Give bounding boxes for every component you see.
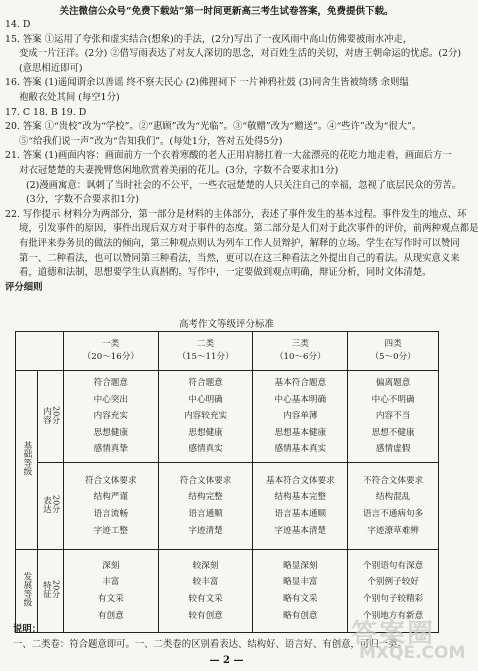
criterion: 较深刻 bbox=[192, 560, 219, 571]
group-label: 基础等级 bbox=[21, 441, 32, 476]
criterion: 感情虚假 bbox=[375, 444, 411, 455]
criterion: 符合文体要求 bbox=[85, 475, 137, 486]
criterion: 略显丰富 bbox=[283, 577, 318, 588]
criterion: 符合题意 bbox=[188, 378, 223, 389]
criterion: 字迹基本清楚 bbox=[274, 525, 327, 536]
criterion: 内容不当 bbox=[375, 411, 411, 422]
criteria-cell bbox=[253, 463, 348, 550]
answer-line: 16. 答案 (1)遥闻谓余以善谣 终不察夫民心 (2)佛狸祠下 一片神鸦社鼓 (3)同舍生皆被绮绣 余则缊 bbox=[5, 77, 409, 89]
criterion: 中心明确 bbox=[188, 394, 223, 405]
criterion: 深刻 bbox=[102, 560, 120, 571]
criterion: 符合文体要求 bbox=[179, 475, 232, 486]
criteria-cell bbox=[63, 463, 158, 550]
criterion: 思想健康 bbox=[93, 427, 128, 438]
answer-line: 15. 答案 ①运用了夸张和虚实结合(想象)的手法，(2分)写出了一夜风雨中高山仿佛要被雨水冲走， bbox=[5, 33, 413, 45]
table-title: 高考作文等级评分标准 bbox=[178, 319, 274, 330]
criterion: 感情真实 bbox=[188, 444, 223, 455]
criterion: 字迹清楚 bbox=[188, 525, 223, 536]
criterion: 符合题意 bbox=[93, 378, 128, 389]
answer-line: 20. 答案 ①“贵校”改为“学校”。②“惠顾”改为“光临”。③“敬赠”改为“赠送”。④“些许”改为“很大”。 bbox=[5, 121, 422, 133]
criterion: 语言基本通顺 bbox=[274, 509, 327, 519]
answer-line: 21. 答案 (1)画面内容：画面前方一个衣着寒酸的老人正用肩膀扛着一大盆漂亮的花吃力地走着，画面后方一 bbox=[5, 150, 452, 162]
subcategory-points: 20分 bbox=[51, 405, 61, 425]
criterion: 略有文采 bbox=[283, 594, 318, 604]
criterion: 较有文采 bbox=[188, 594, 223, 604]
criterion: 个别语句有深意 bbox=[363, 560, 424, 571]
criteria-cell bbox=[158, 371, 253, 463]
answer-line: (意思相近即可) bbox=[19, 62, 83, 74]
criterion: 语言不通病句多 bbox=[363, 509, 424, 519]
criterion: 有创意 bbox=[97, 610, 124, 621]
criterion: 感情真挚 bbox=[93, 444, 128, 455]
criterion: 字迹潦草难辨 bbox=[367, 525, 419, 536]
grading-row bbox=[16, 371, 439, 463]
subcategory-cell bbox=[37, 463, 63, 550]
criterion: 个别句子较精彩 bbox=[363, 594, 424, 604]
criterion: 语言通顺 bbox=[188, 509, 223, 519]
criterion: 中心不明确 bbox=[371, 394, 415, 405]
answer-line: (2)漫画寓意：讽刺了当时社会的不公平，一些衣冠楚楚的人只关注自己的幸福，忽视了底层民众的劳苦。 bbox=[26, 179, 462, 191]
grading-row bbox=[16, 463, 439, 550]
criterion: 略有创意 bbox=[283, 610, 318, 621]
criterion: 结构完整 bbox=[188, 492, 223, 503]
criterion: 结构混乱 bbox=[375, 492, 411, 503]
group-label: 发展等级 bbox=[21, 572, 32, 607]
table-header-row bbox=[16, 332, 439, 371]
answer-line: 第一、二种看法，也可以赞同第三种看法，当然，更可以在这三种看法之外提出自己的看法。从现实意义来 bbox=[19, 252, 460, 264]
watermark-cn: 答案圈 bbox=[351, 619, 436, 649]
subcategory-label: 表达 bbox=[41, 496, 52, 514]
criterion: 不符合文体要求 bbox=[363, 475, 424, 486]
answer-line: 评分细则 bbox=[5, 281, 43, 293]
criteria-cell bbox=[253, 371, 348, 463]
criteria-cell bbox=[158, 463, 253, 550]
criterion: 内容充实 bbox=[93, 411, 128, 422]
answer-line: 境，引发事件的原因，事件出现后双方对于事件的态度。第二部分是人们对于此次事件的评价，前两种观点都是 bbox=[19, 223, 478, 235]
criterion: 丰富 bbox=[102, 577, 120, 588]
criterion: 中心突出 bbox=[93, 394, 128, 405]
answer-line: 22. 写作提示 材料分为两部分，第一部分是材料的主体部分，表述了事件发生的基本过程。事件发生的地点、环 bbox=[5, 208, 467, 220]
group-label-cell bbox=[16, 371, 38, 550]
watermark-logo bbox=[329, 619, 466, 665]
criterion: 较丰富 bbox=[192, 577, 219, 588]
answer-line: ⑤“给我们说一声”改为“告知我们”。(每处1分，答对五处得5分) bbox=[19, 135, 283, 147]
answer-text-block bbox=[5, 18, 478, 295]
criteria-cell bbox=[63, 371, 158, 463]
header-class-3: 三类 （10～6分） bbox=[253, 332, 348, 371]
criterion: 字迹工整 bbox=[93, 525, 128, 536]
criterion: 语言流畅 bbox=[93, 509, 128, 519]
criterion: 较有创意 bbox=[188, 610, 223, 621]
criterion: 思想健康 bbox=[188, 427, 223, 438]
criterion: 个别地方有新意 bbox=[363, 610, 424, 621]
answer-line: 变成一片汪洋。(2分) ②借写雨表达了对友人深切的思念，对百姓生活的关切，对唐王朝命运的忧虑。(2分) bbox=[19, 48, 462, 60]
criterion: 偏离题意 bbox=[375, 378, 411, 389]
subcategory-label: 特征 bbox=[41, 581, 52, 599]
subcategory-cell bbox=[37, 371, 63, 463]
header-corner-cell bbox=[16, 332, 64, 371]
criteria-cell bbox=[63, 550, 158, 633]
watermark-en: MXQE.COM bbox=[359, 643, 466, 663]
subcategory-points: 20分 bbox=[51, 495, 61, 514]
criterion: 思想基本健康 bbox=[274, 427, 327, 438]
criterion: 基本符合文体要求 bbox=[265, 475, 335, 486]
subcategory-cell bbox=[37, 550, 63, 633]
criterion: 结构严谨 bbox=[93, 492, 128, 503]
criterion: 感情基本真实 bbox=[274, 444, 327, 455]
criterion: 中心基本明确 bbox=[274, 394, 327, 405]
criterion: 个别例子较好 bbox=[367, 577, 419, 588]
answer-line: 看，道德和法制，思想要学生认真斟酌。写作中，一定要做到观点明确，辩证分析，同时文体清楚。 bbox=[19, 267, 432, 279]
answer-line: 对衣冠楚楚的夫妻挽臂悠闲地欣赏着美丽的花儿。(3分，字数不合要求扣1分) bbox=[19, 164, 339, 176]
criterion: 思想不健康 bbox=[371, 427, 415, 438]
grading-table bbox=[15, 331, 439, 633]
criterion: 有文采 bbox=[97, 594, 124, 604]
answer-line: 有批评来券务员的做法的倾向，第三种观点则认为列车工作人员辩护，解释的立场。学生在写作时可以赞同 bbox=[19, 237, 460, 249]
criterion: 内容较充实 bbox=[184, 411, 228, 422]
download-banner: 关注微信公众号“免费下载站”第一时间更新高三考生试卷答案，免费提供下载。 bbox=[59, 6, 394, 17]
subcategory-points: 20分 bbox=[51, 580, 61, 599]
header-class-1: 一类 （20～16分） bbox=[63, 332, 158, 371]
criteria-cell bbox=[158, 550, 253, 633]
criteria-cell bbox=[348, 463, 439, 550]
criteria-cell bbox=[348, 371, 439, 463]
criterion: 基本符合题意 bbox=[274, 378, 327, 389]
header-class-2: 二类 （15～11分） bbox=[158, 332, 253, 371]
answer-line: 17. C 18. B 19. D bbox=[5, 106, 87, 118]
criterion: 略显深刻 bbox=[283, 560, 318, 571]
notes-line: 一、二类卷：符合题意即可。一、二类卷的区别看表达、结构好、语言好、有创意，可归一类。 bbox=[13, 639, 407, 650]
answer-line: (3分，字数不合要求扣1分) bbox=[26, 194, 139, 206]
page-number: — 2 — bbox=[209, 655, 244, 666]
header-class-4: 四类 （5～0分） bbox=[348, 332, 439, 371]
answer-line: 袍敝衣处其间 (每空1分) bbox=[19, 91, 120, 103]
criterion: 结构基本完整 bbox=[274, 492, 327, 503]
criterion: 内容单薄 bbox=[283, 411, 318, 422]
subcategory-label: 内容 bbox=[41, 406, 52, 425]
answer-line: 14. D bbox=[5, 19, 31, 30]
notes-heading: 说明： bbox=[13, 624, 42, 635]
table-body bbox=[16, 371, 439, 633]
